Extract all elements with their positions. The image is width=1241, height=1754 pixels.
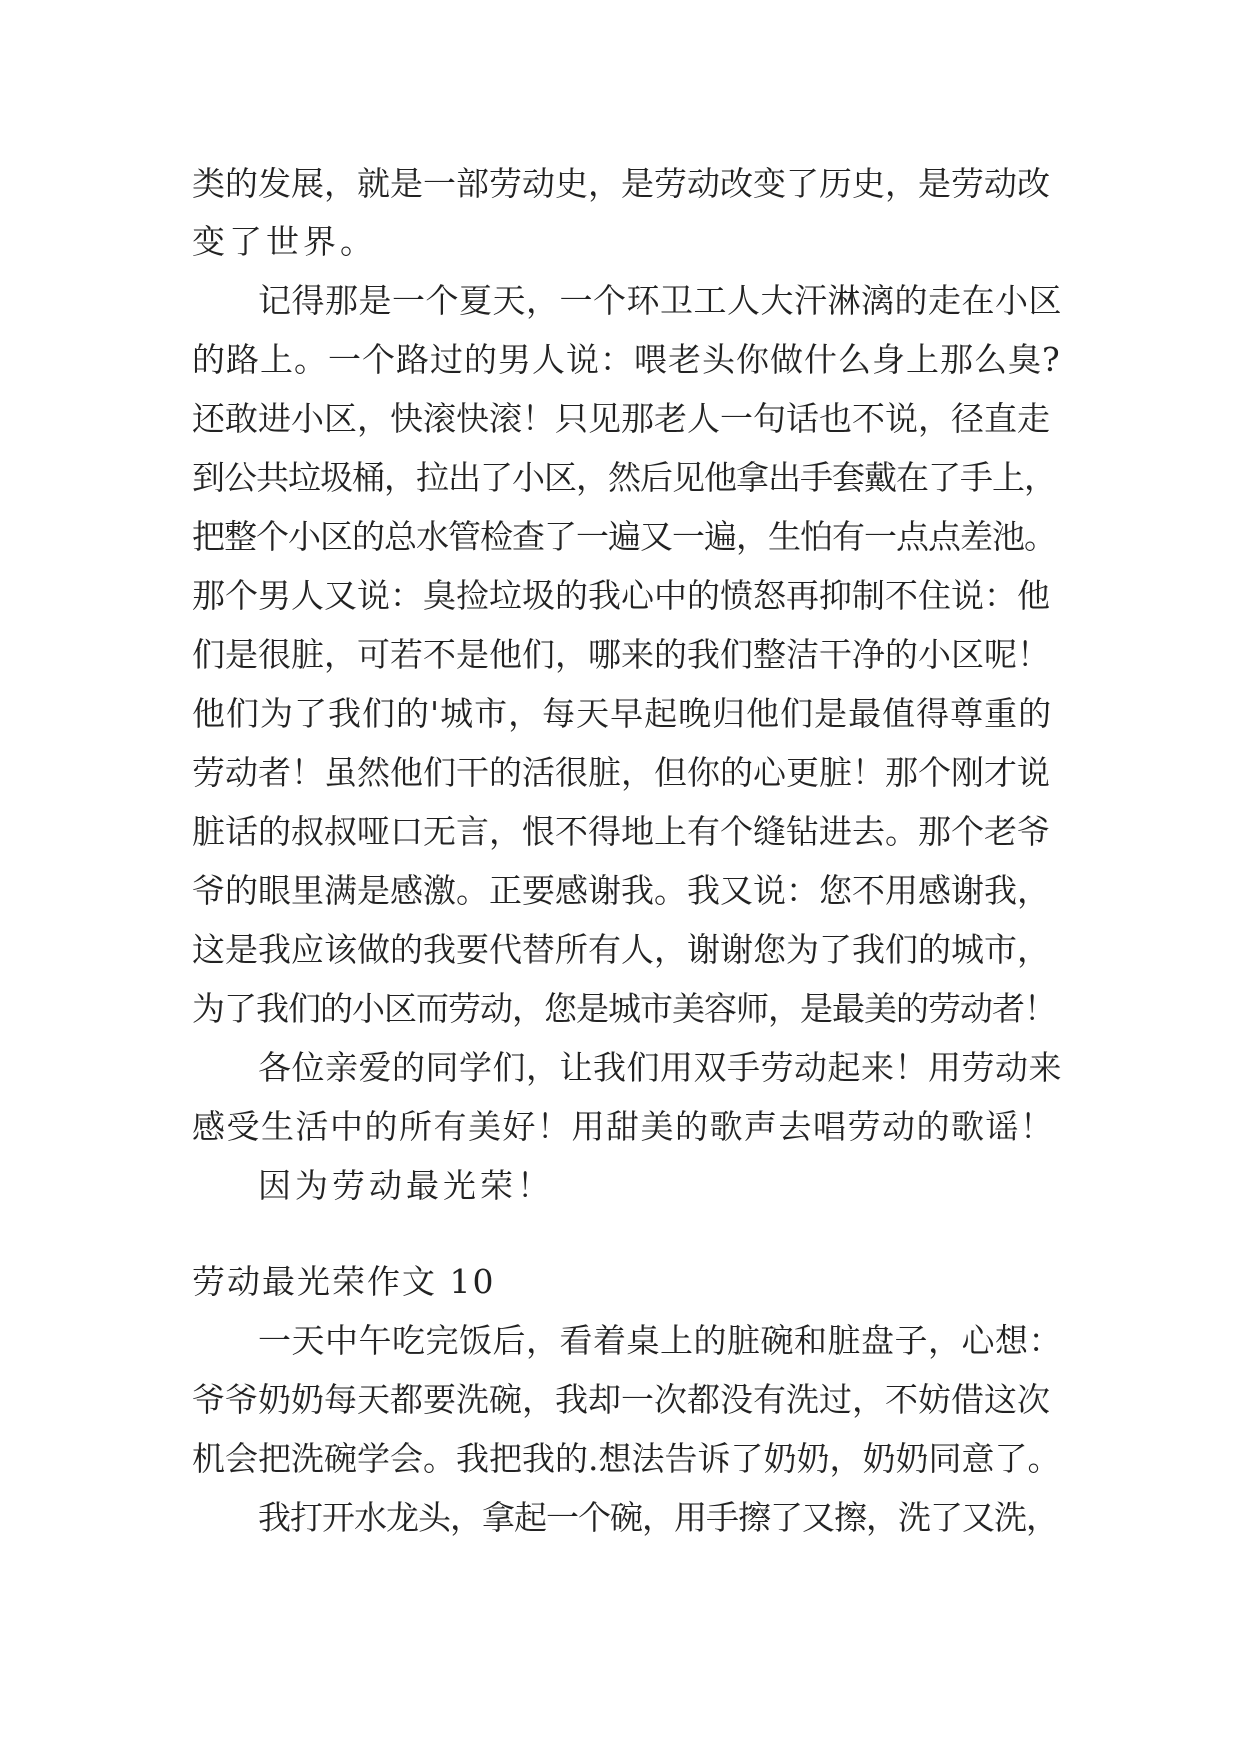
text-line: 到公共垃圾桶，拉出了小区，然后见他拿出手套戴在了手上， [192, 458, 1056, 497]
text-line: 为了我们的小区而劳动，您是城市美容师，是最美的劳动者！ [192, 989, 1056, 1028]
text-line: 我打开水龙头，拿起一个碗，用手擦了又擦，洗了又洗， [258, 1498, 1058, 1537]
text-line: 记得那是一个夏天，一个环卫工人大汗淋漓的走在小区 [258, 281, 1062, 320]
text-line: 变了世界。 [192, 222, 377, 261]
text-line: 们是很脏，可若不是他们，哪来的我们整洁干净的小区呢！ [192, 635, 1050, 674]
text-line: 这是我应该做的我要代替所有人，谢谢您为了我们的城市， [192, 930, 1050, 969]
text-line: 机会把洗碗学会。我把我的.想法告诉了奶奶，奶奶同意了。 [192, 1439, 1061, 1478]
text-line: 把整个小区的总水管检查了一遍又一遍，生怕有一点点差池。 [192, 517, 1056, 556]
section-heading: 劳动最光荣作文 10 [192, 1262, 496, 1301]
text-line: 还敢进小区，快滚快滚！只见那老人一句话也不说，径直走 [192, 399, 1050, 438]
text-line: 爷爷奶奶每天都要洗碗，我却一次都没有洗过，不妨借这次 [192, 1380, 1050, 1419]
text-line: 那个男人又说：臭捡垃圾的我心中的愤怒再抑制不住说：他 [192, 576, 1050, 615]
text-line: 各位亲爱的同学们，让我们用双手劳动起来！用劳动来 [258, 1048, 1062, 1087]
text-line: 脏话的叔叔哑口无言，恨不得地上有个缝钻进去。那个老爷 [192, 812, 1050, 851]
text-line: 类的发展，就是一部劳动史，是劳动改变了历史，是劳动改 [192, 164, 1050, 203]
text-line: 感受生活中的所有美好！用甜美的歌声去唱劳动的歌谣！ [192, 1107, 1055, 1146]
text-line: 劳动者！虽然他们干的活很脏，但你的心更脏！那个刚才说 [192, 753, 1050, 792]
text-line: 因为劳动最光荣！ [258, 1166, 554, 1205]
text-line: 一天中午吃完饭后，看着桌上的脏碗和脏盘子，心想： [258, 1321, 1062, 1360]
text-line: 的路上。一个路过的男人说：喂老头你做什么身上那么臭? [192, 340, 1061, 379]
text-line: 爷的眼里满是感激。正要感谢我。我又说：您不用感谢我， [192, 871, 1050, 910]
text-line: 他们为了我们的'城市，每天早起晚归他们是最值得尊重的 [192, 694, 1053, 733]
